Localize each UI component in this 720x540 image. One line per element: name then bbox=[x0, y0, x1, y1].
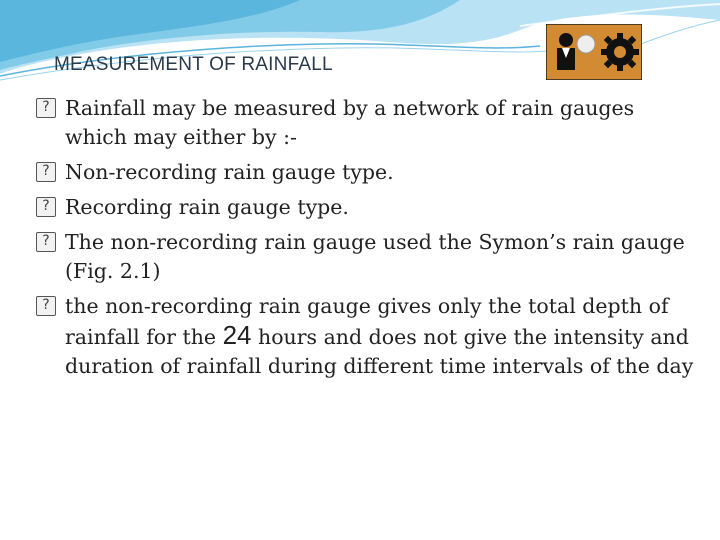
bullet-emphasis-number: 24 bbox=[222, 320, 252, 350]
bullet-text-start: the non-recording rain gauge gives only the total depth of rainfall for the bbox=[65, 294, 669, 349]
bullet-item bbox=[36, 158, 696, 187]
bullet-text: Rainfall may be measured by a network of rain gauges which may either by :- bbox=[65, 96, 635, 149]
missing-glyph-icon: ? bbox=[36, 232, 56, 252]
bullet-text: Recording rain gauge type. bbox=[65, 195, 349, 219]
bullet-item bbox=[36, 292, 696, 381]
slide-title: MEASUREMENT OF RAINFALL bbox=[54, 54, 333, 75]
bullet-item bbox=[36, 193, 696, 222]
missing-glyph-icon: ? bbox=[36, 162, 56, 182]
bullet-text: Non-recording rain gauge type. bbox=[65, 160, 394, 184]
bullet-item bbox=[36, 228, 696, 286]
bullet-item bbox=[36, 94, 696, 152]
missing-glyph-icon: ? bbox=[36, 98, 56, 118]
missing-glyph-icon: ? bbox=[36, 296, 56, 316]
missing-glyph-icon: ? bbox=[36, 197, 56, 217]
bullet-text-end: hours and does not give the intensity and duration of rainfall during different time intervals of the day bbox=[65, 325, 694, 378]
person-with-gears-icon bbox=[546, 24, 642, 80]
bullet-text: The non-recording rain gauge used the Symon’s rain gauge (Fig. 2.1) bbox=[65, 230, 685, 283]
slide-body bbox=[36, 94, 696, 387]
